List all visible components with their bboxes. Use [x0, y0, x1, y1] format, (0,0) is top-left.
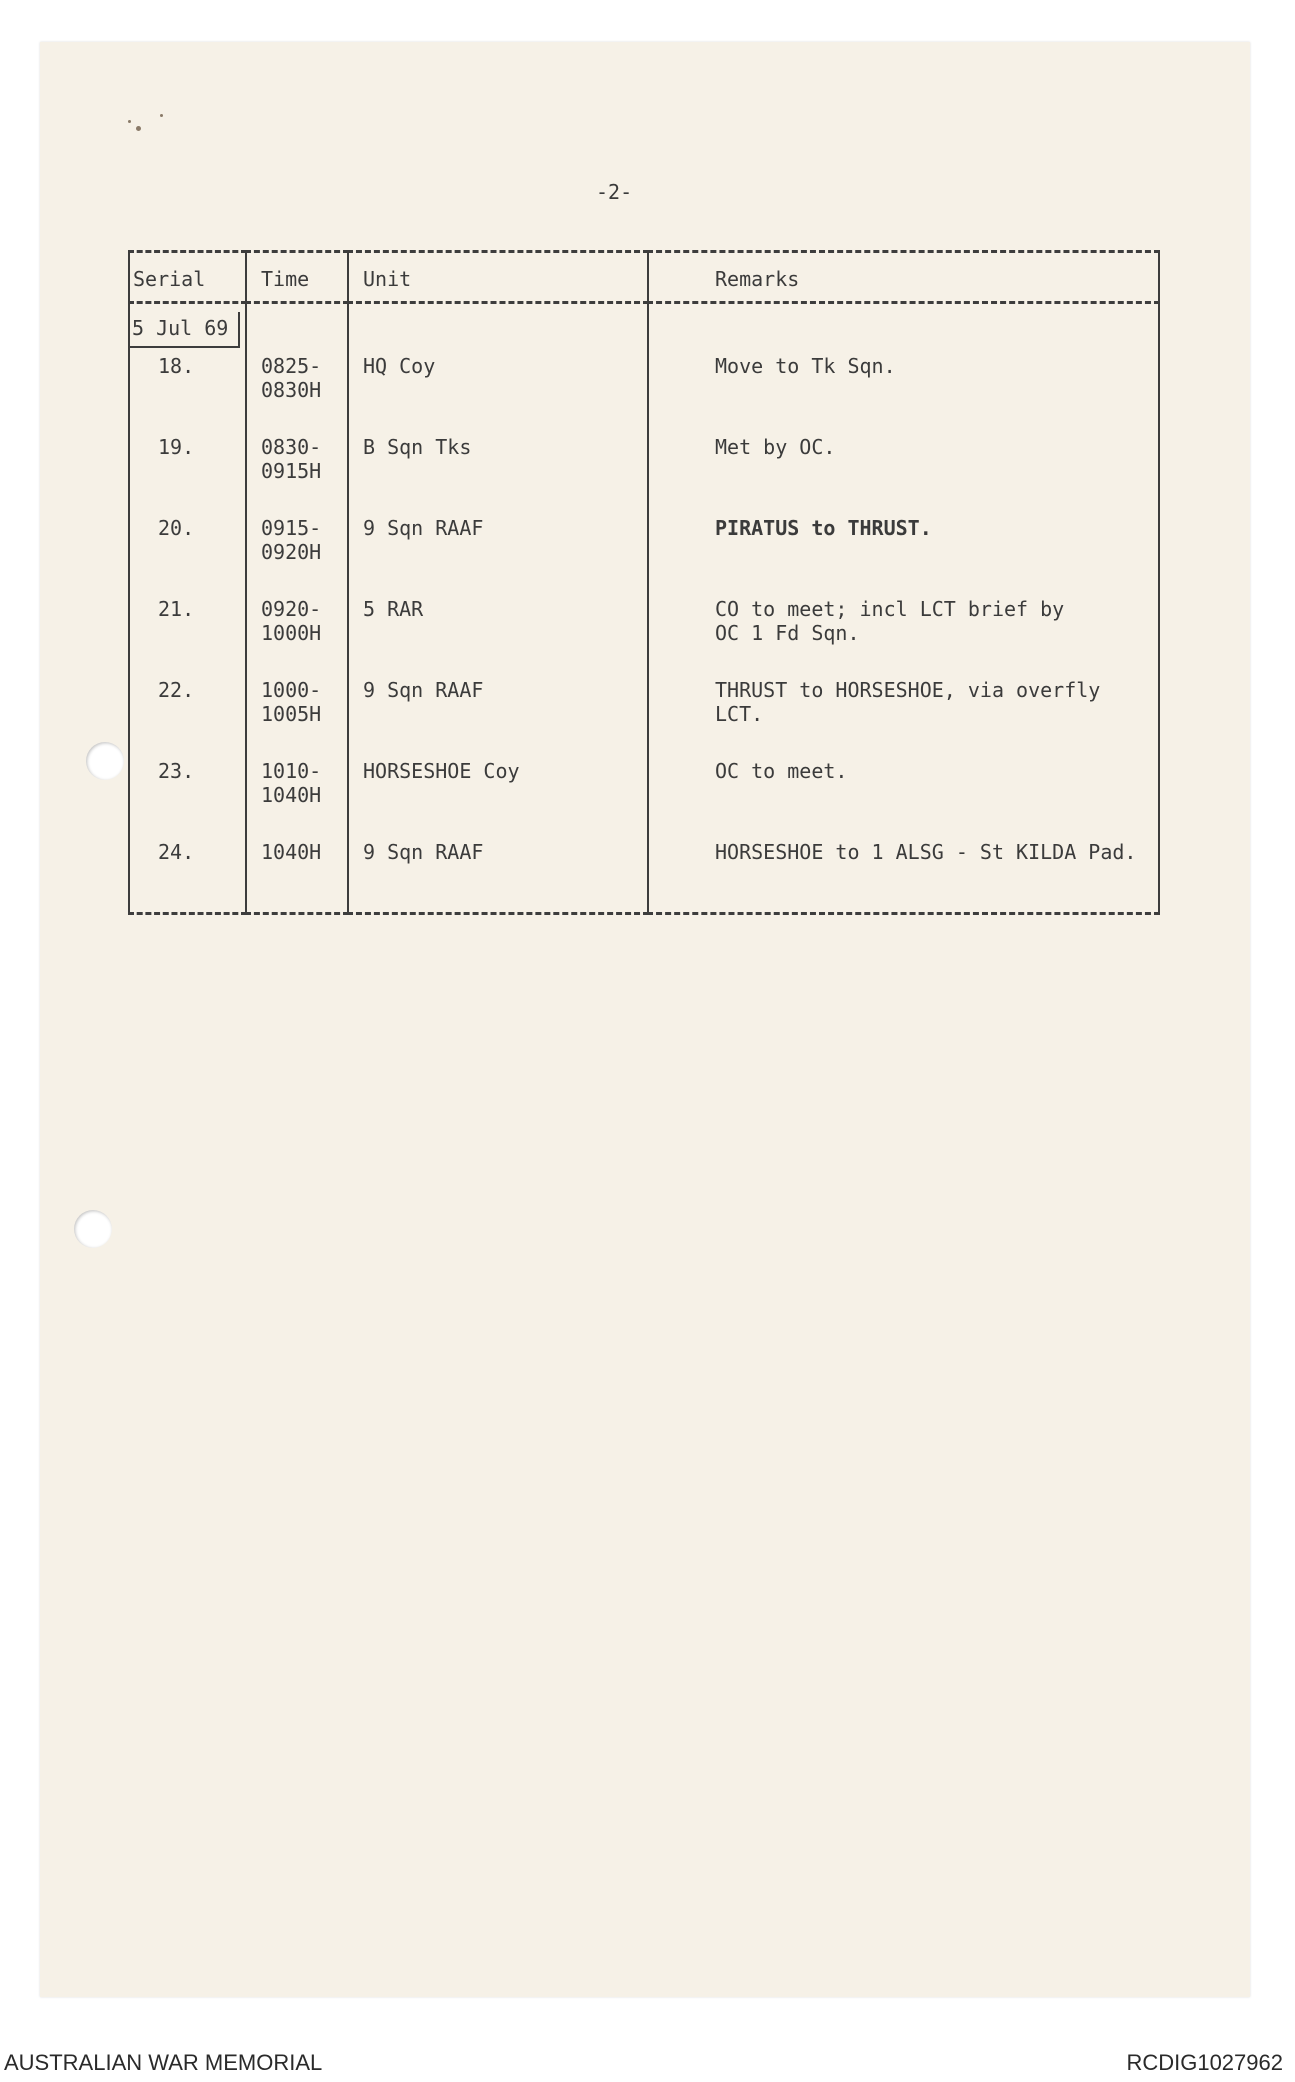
punch-hole-lower — [74, 1210, 112, 1248]
remarks-line: Move to Tk Sqn. — [715, 354, 896, 378]
table-row — [129, 510, 1159, 591]
remarks-cell — [648, 591, 1159, 672]
serial-cell: 24. — [129, 834, 246, 914]
time-start: 0830- — [261, 435, 322, 459]
time-end: 0920H — [261, 540, 322, 564]
time-cell — [246, 834, 348, 914]
remarks-line: CO to meet; incl LCT brief by — [715, 597, 1065, 621]
serial-cell: 19. — [129, 429, 246, 510]
date-cell — [129, 303, 246, 349]
serial-cell: 20. — [129, 510, 246, 591]
remarks-cell — [648, 672, 1159, 753]
header-unit: Unit — [348, 252, 648, 303]
time-end: 0830H — [261, 378, 322, 402]
date-label: 5 Jul 69 — [128, 312, 240, 348]
header-remarks: Remarks — [648, 252, 1159, 303]
table-header-row — [129, 252, 1159, 303]
unit-cell: HORSESHOE Coy — [348, 753, 648, 834]
paper-speck — [160, 114, 163, 117]
paper-speck — [128, 120, 131, 123]
remarks-cell — [648, 429, 1159, 510]
remarks-line-2: OC 1 Fd Sqn. — [715, 621, 860, 645]
remarks-line: THRUST to HORSESHOE, via overfly LCT. — [715, 678, 1101, 726]
header-serial: Serial — [129, 252, 246, 303]
remarks-cell — [648, 510, 1159, 591]
table-row — [129, 834, 1159, 914]
time-cell — [246, 591, 348, 672]
time-end: 1000H — [261, 621, 322, 645]
time-end: 1040H — [261, 783, 322, 807]
footer-record-id: RCDIG1027962 — [1126, 2050, 1283, 2075]
date-row — [129, 303, 1159, 349]
remarks-line: PIRATUS to THRUST. — [715, 516, 932, 540]
unit-cell: 9 Sqn RAAF — [348, 510, 648, 591]
time-cell — [246, 672, 348, 753]
time-start: 0915- — [261, 516, 322, 540]
unit-cell: 9 Sqn RAAF — [348, 672, 648, 753]
time-start: 0825- — [261, 354, 322, 378]
time-start: 1000- — [261, 678, 322, 702]
time-cell — [246, 429, 348, 510]
remarks-line: OC to meet. — [715, 759, 848, 783]
time-end: 1005H — [261, 702, 322, 726]
unit-cell: 9 Sqn RAAF — [348, 834, 648, 914]
table-row — [129, 429, 1159, 510]
serial-cell: 22. — [129, 672, 246, 753]
serial-cell: 23. — [129, 753, 246, 834]
page-number: -2- — [596, 180, 633, 204]
table-row — [129, 753, 1159, 834]
schedule-table — [128, 250, 1160, 915]
remarks-cell — [648, 753, 1159, 834]
serial-cell: 21. — [129, 591, 246, 672]
table-row — [129, 348, 1159, 429]
time-start: 1010- — [261, 759, 322, 783]
unit-cell: HQ Coy — [348, 348, 648, 429]
time-cell — [246, 510, 348, 591]
unit-cell: B Sqn Tks — [348, 429, 648, 510]
remarks-cell — [648, 834, 1159, 914]
punch-hole-upper — [86, 742, 124, 780]
time-start: 0920- — [261, 597, 322, 621]
time-cell — [246, 348, 348, 429]
remarks-line: Met by OC. — [715, 435, 836, 459]
table-row — [129, 591, 1159, 672]
footer-archive-name: AUSTRALIAN WAR MEMORIAL — [4, 2050, 323, 2075]
time-cell — [246, 753, 348, 834]
unit-cell: 5 RAR — [348, 591, 648, 672]
time-start: 1040H — [261, 840, 322, 864]
serial-cell: 18. — [129, 348, 246, 429]
header-time: Time — [246, 252, 348, 303]
time-end: 0915H — [261, 459, 322, 483]
table-row — [129, 672, 1159, 753]
paper-speck — [136, 126, 141, 131]
remarks-line: HORSESHOE to 1 ALSG - St KILDA Pad. — [715, 840, 1137, 864]
remarks-cell — [648, 348, 1159, 429]
